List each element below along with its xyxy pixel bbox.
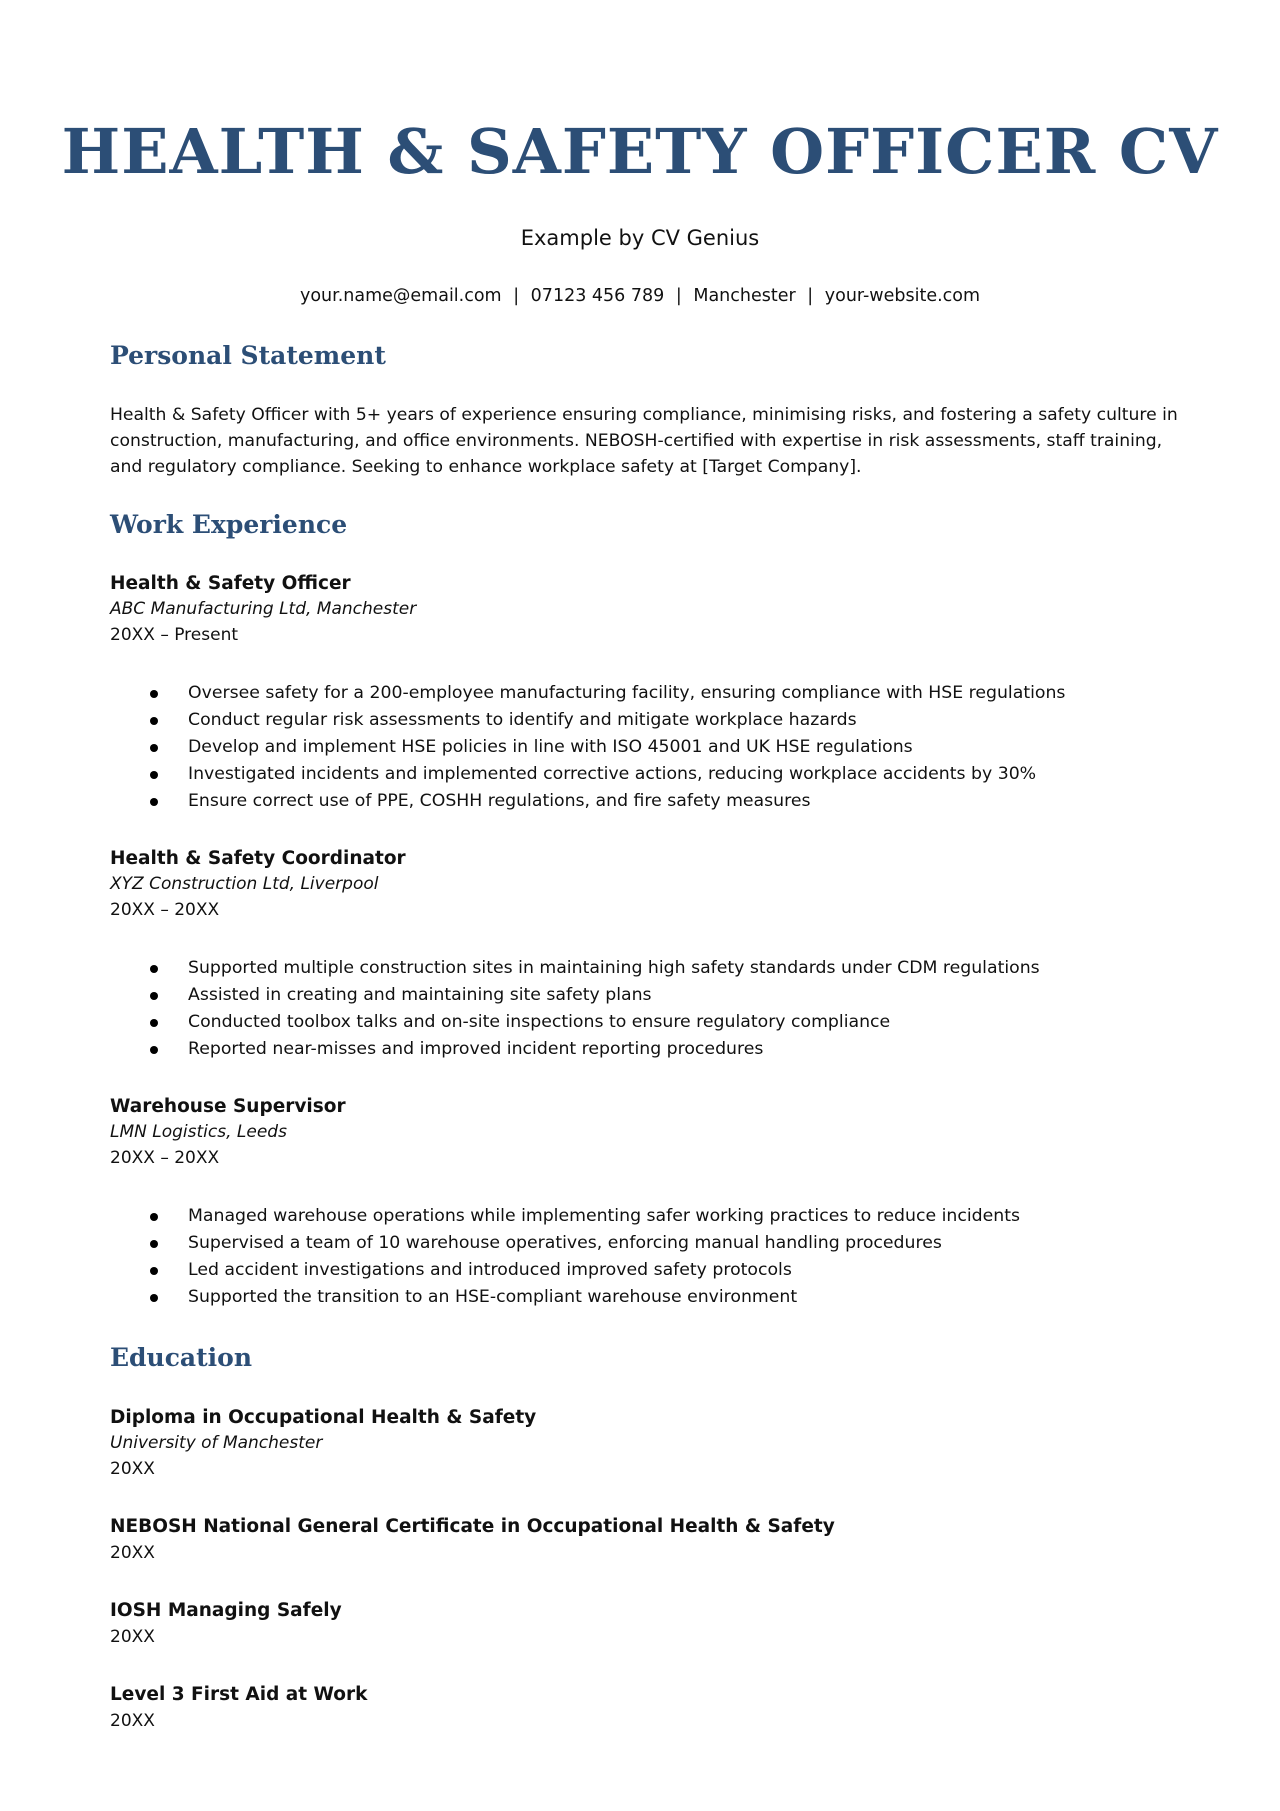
duty-text: Conduct regular risk assessments to identify and mitigate workplace hazards (188, 710, 857, 730)
education-title: Level 3 First Aid at Work (110, 1684, 368, 1705)
job-dates: 20XX – 20XX (110, 900, 220, 920)
statement-line: construction, manufacturing, and office environments. NEBOSH-certified with expertise in risk assessments, staff training, (110, 431, 1163, 451)
job-company: XYZ Construction Ltd, Liverpool (110, 874, 379, 894)
duty-text: Ensure correct use of PPE, COSHH regulations, and fire safety measures (188, 791, 811, 811)
personal-statement-text (110, 402, 1180, 480)
section-heading-education: Education (110, 1343, 253, 1372)
cv-subtitle: Example by CV Genius (520, 226, 760, 250)
bullet-icon (150, 690, 158, 698)
duty-text: Supervised a team of 10 warehouse operatives, enforcing manual handling procedures (188, 1233, 942, 1253)
list-item (110, 734, 1180, 761)
job-entry (110, 570, 1180, 648)
job-title: Health & Safety Coordinator (110, 848, 406, 869)
bullet-icon (150, 798, 158, 806)
contact-email[interactable]: your.name@email.com (299, 286, 502, 306)
bullet-icon (150, 1294, 158, 1302)
job-company: LMN Logistics, Leeds (110, 1122, 287, 1142)
duty-text: Investigated incidents and implemented corrective actions, reducing workplace accidents by 30% (188, 764, 1037, 784)
job-duties-list (110, 955, 1180, 1063)
duty-text: Assisted in creating and maintaining site safety plans (188, 985, 652, 1005)
education-year: 20XX (110, 1627, 155, 1647)
list-item (110, 1203, 1180, 1230)
bullet-icon (150, 771, 158, 779)
job-title: Health & Safety Officer (110, 573, 351, 594)
education-year: 20XX (110, 1711, 155, 1731)
contact-website[interactable]: your-website.com (824, 286, 981, 306)
contact-location: Manchester (693, 286, 796, 306)
job-duties-list (110, 680, 1180, 815)
list-item (110, 788, 1180, 815)
duty-text: Managed warehouse operations while implementing safer working practices to reduce incidents (188, 1206, 1020, 1226)
bullet-icon (150, 1240, 158, 1248)
duty-text: Supported multiple construction sites in maintaining high safety standards under CDM regulations (188, 958, 1040, 978)
section-heading-personal-statement: Personal Statement (110, 341, 386, 370)
job-duties-list (110, 1203, 1180, 1311)
education-title: Diploma in Occupational Health & Safety (110, 1407, 537, 1428)
duty-text: Oversee safety for a 200-employee manufacturing facility, ensuring compliance with HSE regulations (188, 683, 1066, 703)
list-item (110, 982, 1180, 1009)
list-item (110, 1009, 1180, 1036)
bullet-icon (150, 717, 158, 725)
contact-separator: | (675, 286, 682, 306)
education-entry (110, 1597, 1180, 1650)
list-item (110, 1230, 1180, 1257)
education-year: 20XX (110, 1459, 155, 1479)
list-item (110, 1284, 1180, 1311)
duty-text: Conducted toolbox talks and on-site inspections to ensure regulatory compliance (188, 1012, 891, 1032)
job-entry (110, 845, 1180, 923)
list-item (110, 680, 1180, 707)
cv-title: HEALTH & SAFETY OFFICER CV (61, 115, 1219, 188)
education-title: IOSH Managing Safely (110, 1600, 342, 1621)
job-company: ABC Manufacturing Ltd, Manchester (110, 599, 417, 619)
list-item (110, 1257, 1180, 1284)
job-title: Warehouse Supervisor (110, 1096, 346, 1117)
duty-text: Supported the transition to an HSE-compliant warehouse environment (188, 1287, 798, 1307)
education-year: 20XX (110, 1543, 155, 1563)
bullet-icon (150, 1019, 158, 1027)
bullet-icon (150, 992, 158, 1000)
job-dates: 20XX – 20XX (110, 1148, 220, 1168)
contact-line (0, 284, 1280, 308)
contact-phone: 07123 456 789 (530, 286, 665, 306)
job-dates: 20XX – Present (110, 625, 239, 645)
contact-separator: | (807, 286, 814, 306)
bullet-icon (150, 744, 158, 752)
duty-text: Reported near-misses and improved incident reporting procedures (188, 1039, 764, 1059)
statement-line: Health & Safety Officer with 5+ years of experience ensuring compliance, minimising risks, and fostering a safety culture in (110, 405, 1178, 425)
education-institution: University of Manchester (110, 1433, 323, 1453)
duty-text: Develop and implement HSE policies in line with ISO 45001 and UK HSE regulations (188, 737, 913, 757)
list-item (110, 761, 1180, 788)
list-item (110, 955, 1180, 982)
bullet-icon (150, 965, 158, 973)
list-item (110, 707, 1180, 734)
contact-separator: | (513, 286, 520, 306)
duty-text: Led accident investigations and introduced improved safety protocols (188, 1260, 792, 1280)
education-entry (110, 1513, 1180, 1566)
statement-line: and regulatory compliance. Seeking to enhance workplace safety at [Target Company]. (110, 457, 862, 477)
education-entry (110, 1681, 1180, 1734)
section-heading-work-experience: Work Experience (110, 510, 348, 539)
bullet-icon (150, 1046, 158, 1054)
job-entry (110, 1093, 1180, 1171)
education-title: NEBOSH National General Certificate in Occupational Health & Safety (110, 1516, 835, 1537)
bullet-icon (150, 1213, 158, 1221)
bullet-icon (150, 1267, 158, 1275)
education-entry (110, 1404, 1180, 1482)
list-item (110, 1036, 1180, 1063)
